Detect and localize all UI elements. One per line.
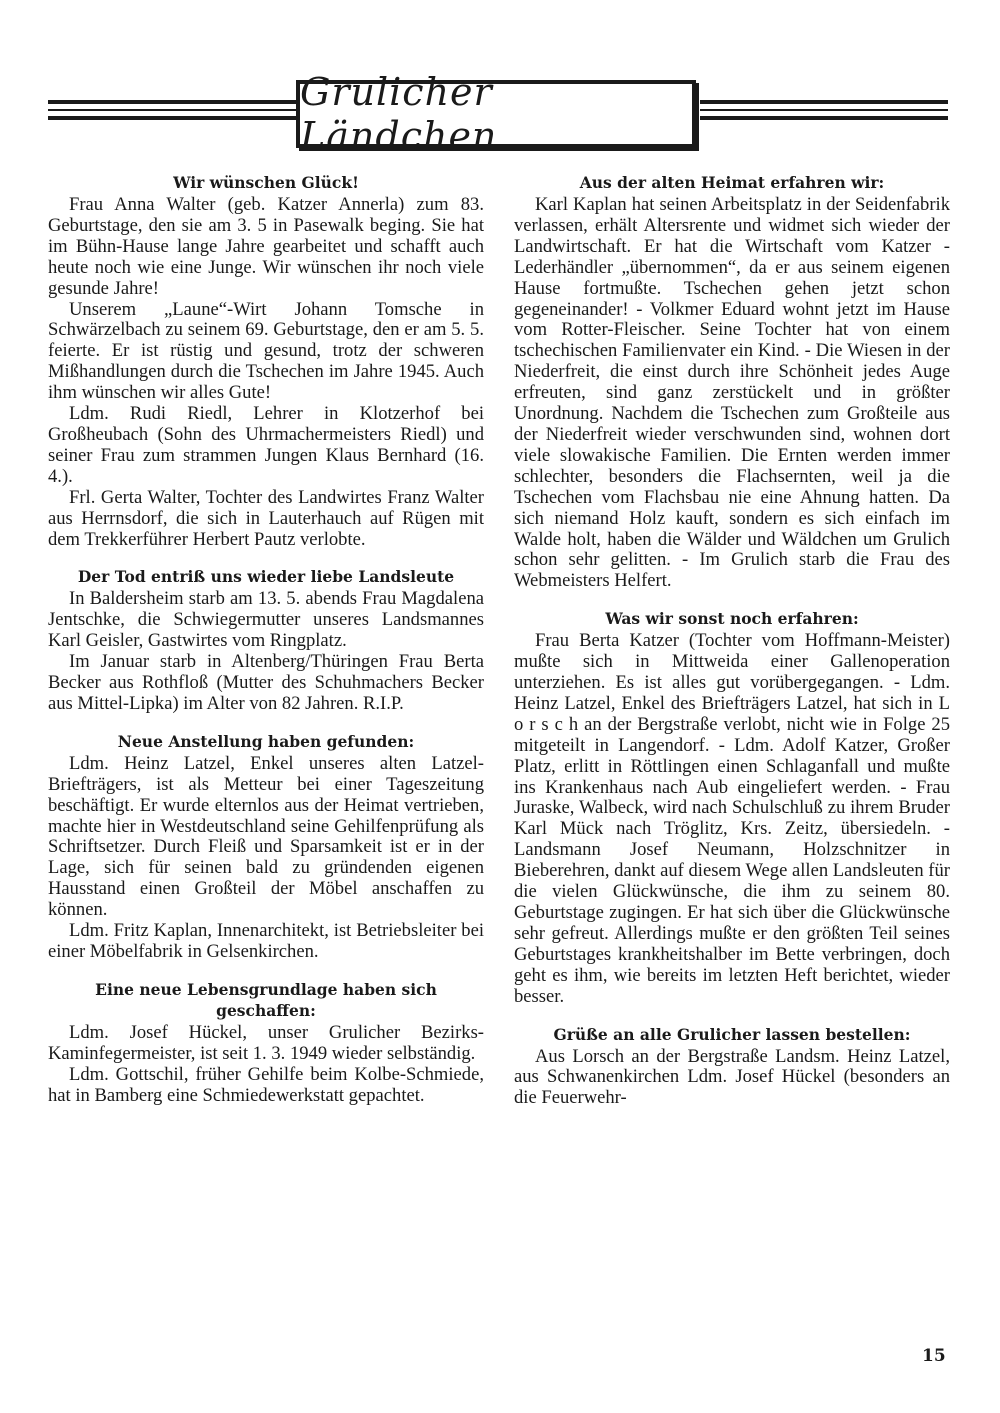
section-new-livelihood bbox=[48, 979, 484, 1107]
paragraph: Frl. Gerta Walter, Tochter des Landwirtes Franz Walter aus Herrnsdorf, die sich in Lauterhauch auf Rügen mit dem Trekkerführer Herbert Pautz verlobte. bbox=[48, 486, 484, 550]
paragraph: Ldm. Josef Hückel, unser Grulicher Bezirks-Kaminfegermeister, ist seit 1. 3. 1949 wieder selbständig. bbox=[48, 1021, 484, 1064]
paragraph: Ldm. Heinz Latzel, Enkel unseres alten Latzel-Briefträgers, ist als Metteur bei einer Tageszeitung beschäftigt. Er wurde elternlos aus der Heimat vertrieben, machte hier in Westdeutschland seine Gehilfenprüfung als Schriftsetzer. Durch Fleiß und Sparsamkeit ist er in der Lage, sich für seinen bald zu gründenden eigenen Hausstand einen Großteil der Möbel anschaffen zu können. bbox=[48, 752, 484, 921]
masthead-rules-left bbox=[48, 100, 296, 134]
masthead-rules-right bbox=[700, 100, 948, 134]
paragraph: Aus Lorsch an der Bergstraße Landsm. Heinz Latzel, aus Schwanenkirchen Ldm. Josef Hückel (besonders an die Feuerwehr- bbox=[514, 1045, 950, 1109]
paragraph: Ldm. Gottschil, früher Gehilfe beim Kolbe-Schmiede, hat in Bamberg eine Schmiedewerkstatt gepachtet. bbox=[48, 1063, 484, 1106]
masthead-title-box bbox=[296, 70, 696, 158]
paragraph: In Baldersheim starb am 13. 5. abends Frau Magdalena Jentschke, die Schwiegermutter unseres Landsmannes Karl Geisler, Gastwirtes vom Ringplatz. bbox=[48, 588, 484, 652]
paragraph: Unserem „Laune“-Wirt Johann Tomsche in Schwärzelbach zu seinem 69. Geburtstage, den er am 5. 5. feierte. Er ist rüstig und gesund, trotz der schweren Mißhandlungen durch die Tschechen im Jahre 1945. Auch ihm wünschen wir alles Gute! bbox=[48, 298, 484, 404]
section-heading: Neue Anstellung haben gefunden: bbox=[117, 731, 415, 751]
section-old-homeland bbox=[514, 172, 950, 592]
section-heading: Was wir sonst noch erfahren: bbox=[605, 609, 859, 629]
paragraph: Karl Kaplan hat seinen Arbeitsplatz in der Seidenfabrik verlassen, erhält Altersrente und widmet sich wieder der Landwirtschaft. Er hat die Wirtschaft vom Katzer - Lederhändler „übernommen“, da er aus seinem eigenen Hause fortmußte. Tschechen gehen jetzt schon gegeneinander! - Volkmer Eduard wohnt jetzt im Hause vom Rotter-Fleischer. Seine Tochter hat von einem tschechischen Familienvater ein Kind. - Die Wiesen in der Niederfreit, die einst durch ihre Schönheit jedes Auge erfreuten, sind ganz zerstückelt und in größter Unordnung. Nachdem die Tschechen zum Großteile aus der Niederfreit wieder verschwunden sind, wohnen dort viele slowakische Familien. Die Ernten werden immer schlechter, besonders die Flachsernten, weil ja die Tschechen vom Flachsbau nie eine Ahnung hatten. Da sich niemand Holz kauft, sondern es sich einfach im Walde holt, haben die Wälder und Wäldchen um Grulich schon sehr gelitten. - Im Grulich starb die Frau des Webmeisters Helfert. bbox=[514, 194, 950, 592]
section-heading: Der Tod entriß uns wieder liebe Landsleute bbox=[77, 567, 455, 587]
paragraph: Ldm. Rudi Riedl, Lehrer in Klotzerhof bei Großheubach (Sohn des Uhrmachermeisters Riedl) und seiner Frau zum strammen Jungen Klaus Bernhard (16. 4.). bbox=[48, 403, 484, 487]
section-heading: Grüße an alle Grulicher lassen bestellen: bbox=[553, 1024, 911, 1044]
paragraph: Ldm. Fritz Kaplan, Innenarchitekt, ist Betriebsleiter bei einer Möbelfabrik in Gelsenkirchen. bbox=[48, 920, 484, 962]
section-heading: Eine neue Lebensgrundlage haben sich geschaffen: bbox=[95, 979, 437, 1020]
page-number: 15 bbox=[922, 1346, 946, 1366]
masthead-title: Grulicher Ländchen bbox=[300, 70, 498, 158]
paragraph: Frau Anna Walter (geb. Katzer Annerla) zum 83. Geburtstage, den sie am 3. 5 in Pasewalk beging. Sie hat im Bühn-Hause lange Jahre gearbeitet und schafft auch heute noch wie eine Junge. Wir wünschen ihr noch viele gesunde Jahre! bbox=[48, 194, 484, 299]
section-new-jobs bbox=[48, 731, 484, 963]
paragraph: Frau Berta Katzer (Tochter vom Hoffmann-Meister) mußte sich in Mittweida einer Gallenoperation unterziehen. Es ist alles gut vorübergegangen. - Ldm. Heinz Latzel, Enkel des Briefträgers Latzel, hat sich in L o r s c h an der Bergstraße verlobt, nicht wie in Folge 25 mitgeteilt in Langendorf. - Ldm. Adolf Katzer, Großer Platz, erlitt in Röttlingen einen Schlaganfall und mußte ins Krankenhaus nach Aub eingeliefert werden. - Frau Juraske, Walbeck, wird nach Schulschluß zu ihrem Bruder Karl Mück nach Tröglitz, Krs. Zeitz, übersiedeln. - Landsmann Josef Neumann, Holzschnitzer in Bieberehren, dankt auf diesem Wege allen Landsleuten für die vielen Glückwünsche, die ihm zu seinem 80. Geburtstage zugingen. Er hat sich über die Glückwünsche sehr gefreut. Allerdings mußte er den größten Teil seines Geburtstages krankheitshalber im Bette verbringen, doch geht es ihm, wie bereits im letzten Heft berichtet, wieder besser. bbox=[514, 630, 950, 1007]
left-column bbox=[48, 172, 484, 1107]
section-heading: Aus der alten Heimat erfahren wir: bbox=[579, 173, 885, 192]
section-greetings bbox=[514, 1024, 950, 1110]
right-column bbox=[514, 172, 950, 1109]
section-other-news bbox=[514, 608, 950, 1007]
masthead bbox=[48, 70, 948, 158]
paragraph: Im Januar starb in Altenberg/Thüringen Frau Berta Becker aus Rothfloß (Mutter des Schuhmachers Becker aus Mittel-Lipka) im Alter von 82 Jahren. R.I.P. bbox=[48, 651, 484, 714]
section-wishes bbox=[48, 172, 484, 550]
section-deaths bbox=[48, 566, 484, 714]
section-heading: Wir wünschen Glück! bbox=[173, 173, 359, 192]
